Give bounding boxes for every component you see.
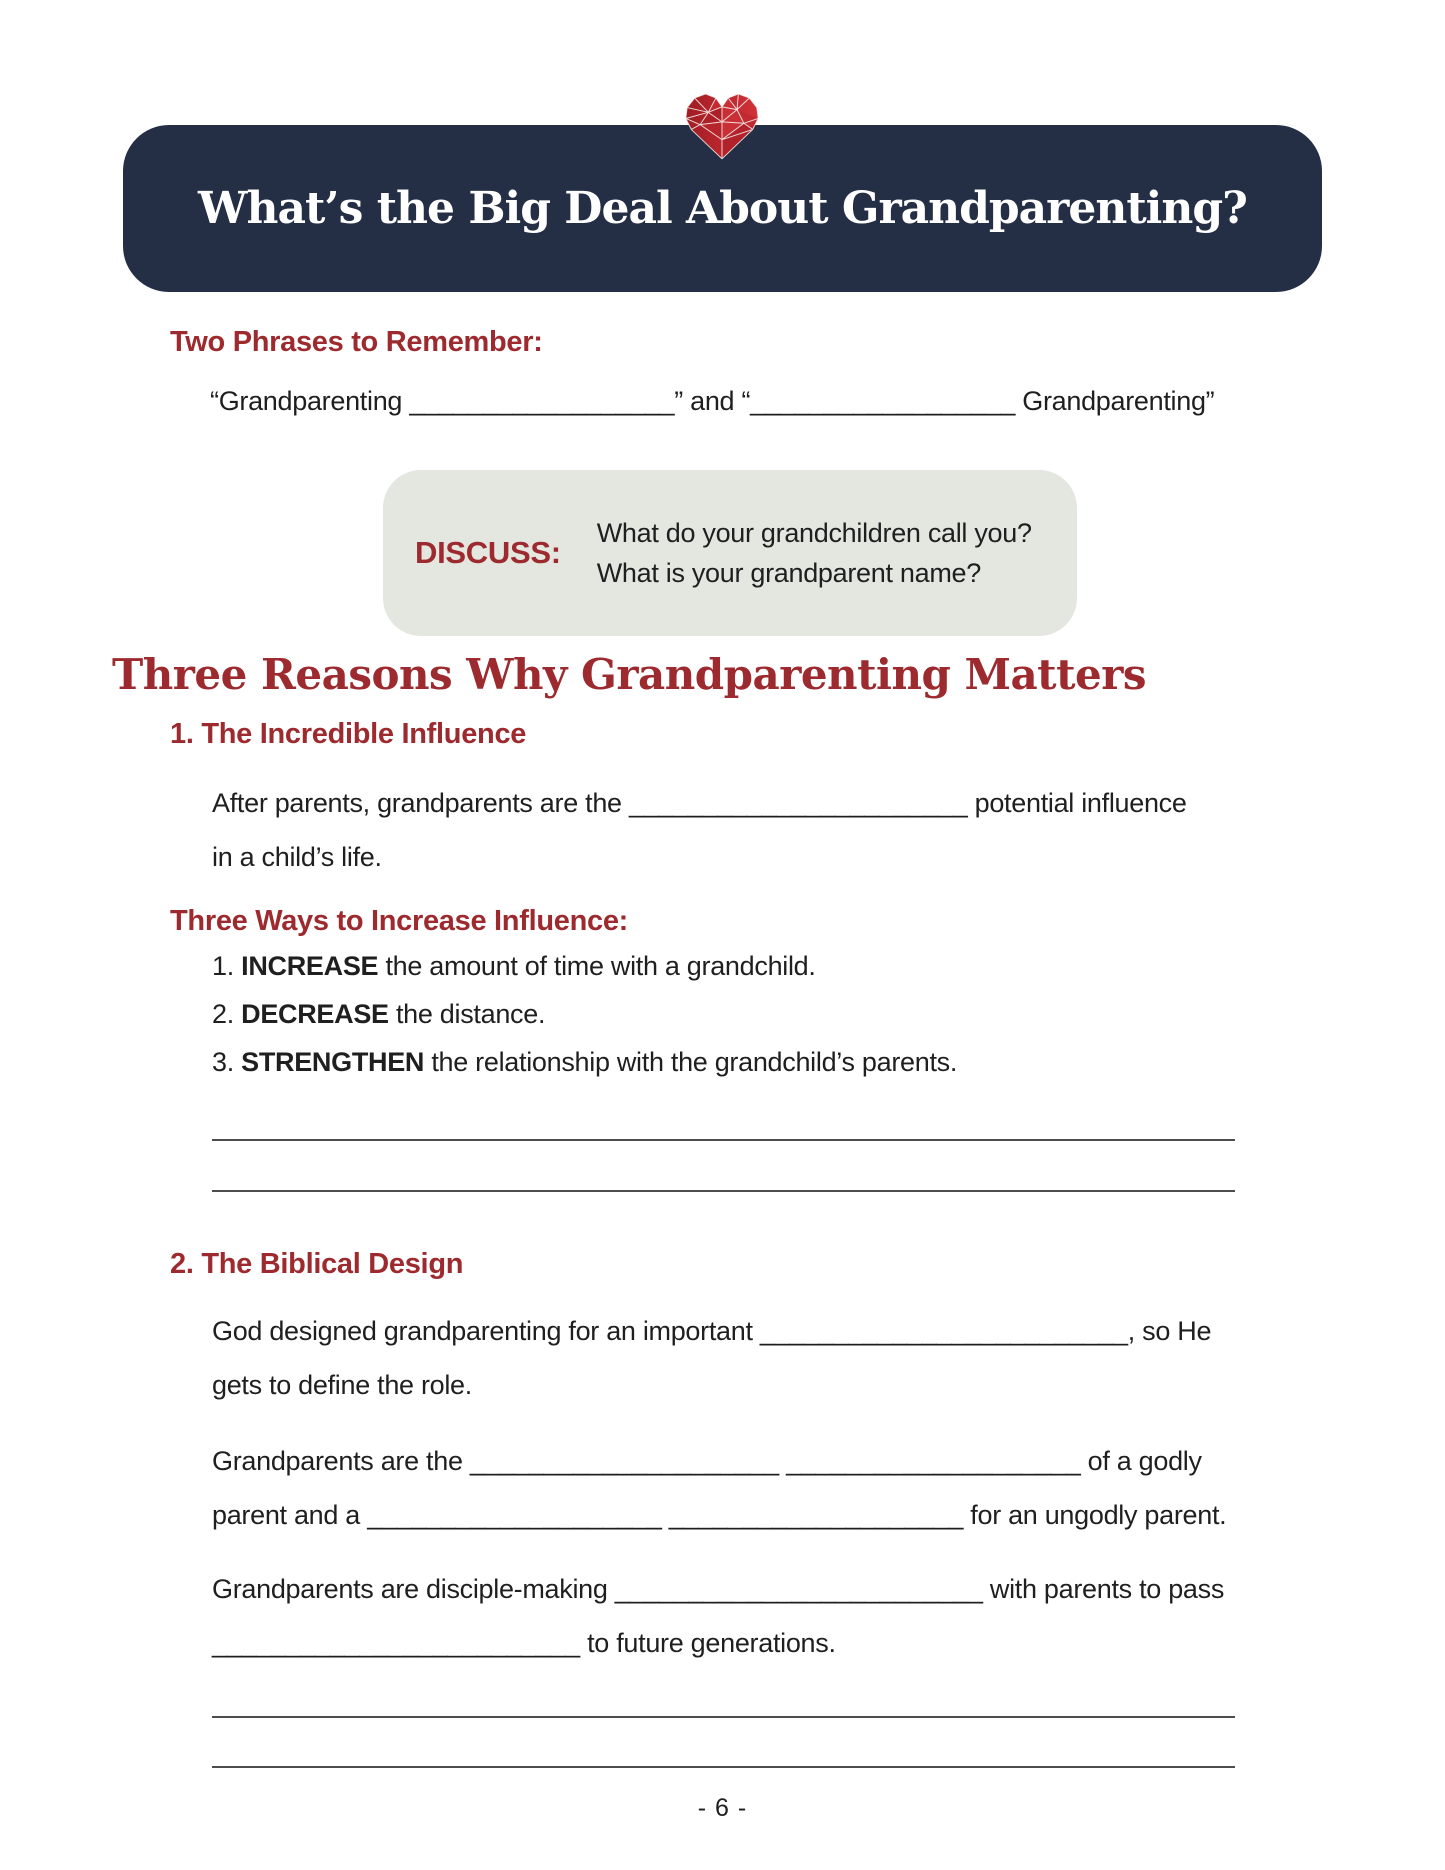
section-heading-three-reasons: Three Reasons Why Grandparenting Matters: [112, 650, 1146, 699]
list-item-number: 1.: [212, 951, 242, 981]
list-item-number: 3.: [212, 1047, 242, 1077]
reason-2-paragraph-2: [212, 1434, 1226, 1542]
two-phrases-fill-in-line: “Grandparenting __________________” and “__________________ Grandparenting”: [210, 386, 1215, 416]
paragraph-line: Grandparents are disciple-making _________________________ with parents to pass: [212, 1574, 1225, 1604]
list-item: [212, 999, 957, 1030]
discuss-label: DISCUSS:: [415, 535, 561, 570]
writing-line: [212, 1766, 1235, 1768]
discuss-questions: [597, 513, 1032, 593]
list-item-number: 2.: [212, 999, 242, 1029]
page-title: What’s the Big Deal About Grandparenting?: [198, 183, 1247, 234]
list-item-keyword: DECREASE: [241, 999, 389, 1029]
list-item-keyword: INCREASE: [241, 951, 379, 981]
reason-2-paragraph-3: [212, 1562, 1224, 1670]
reason-2-heading: 2. The Biblical Design: [170, 1248, 464, 1280]
discuss-question: What is your grandparent name?: [596, 558, 981, 588]
three-ways-heading: Three Ways to Increase Influence:: [170, 905, 629, 937]
two-phrases-heading: Two Phrases to Remember:: [170, 326, 543, 358]
list-item: [212, 1047, 957, 1078]
three-ways-list: [212, 951, 957, 1095]
paragraph-line: After parents, grandparents are the _______________________ potential influence: [212, 788, 1187, 818]
heart-icon: [681, 90, 763, 162]
discuss-question: What do your grandchildren call you?: [596, 518, 1032, 548]
list-item-text: the relationship with the grandchild’s parents.: [424, 1047, 958, 1077]
list-item-keyword: STRENGTHEN: [241, 1047, 425, 1077]
paragraph-line: parent and a ____________________ ____________________ for an ungodly parent.: [212, 1500, 1227, 1530]
writing-line: [212, 1190, 1235, 1192]
discuss-callout-box: [383, 470, 1077, 636]
paragraph-line: Grandparents are the _____________________ ____________________ of a godly: [212, 1446, 1202, 1476]
reason-1-heading: 1. The Incredible Influence: [170, 718, 527, 750]
reason-1-paragraph: [212, 776, 1187, 884]
paragraph-line: gets to define the role.: [212, 1370, 472, 1400]
list-item-text: the amount of time with a grandchild.: [378, 951, 816, 981]
list-item-text: the distance.: [388, 999, 546, 1029]
writing-line: [212, 1139, 1235, 1141]
page-number: - 6 -: [697, 1794, 748, 1822]
reason-2-paragraph-1: [212, 1304, 1211, 1412]
list-item: [212, 951, 957, 982]
paragraph-line: _________________________ to future generations.: [212, 1628, 836, 1658]
paragraph-line: in a child’s life.: [212, 842, 382, 872]
paragraph-line: God designed grandparenting for an important _________________________, so He: [212, 1316, 1212, 1346]
writing-line: [212, 1716, 1235, 1718]
